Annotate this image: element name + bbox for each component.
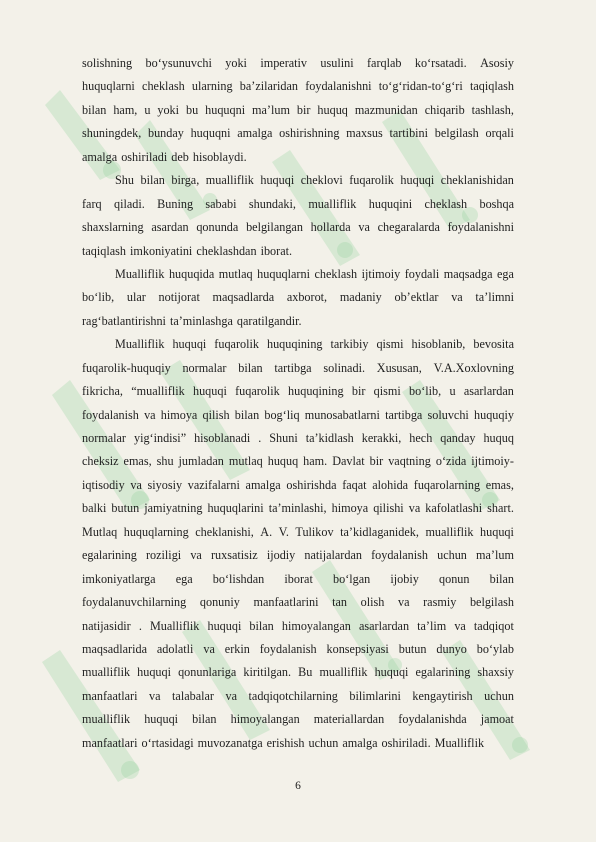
text-line: bo‘lib, ular notijorat maqsadlarda axborot, madaniy ob’ektlar va ta’limni (82, 290, 514, 305)
text-line: imkoniyatlarga ega bo‘lishdan iborat bo‘lgan ijobiy qonun bilan (82, 571, 514, 586)
watermark-dot (121, 761, 139, 779)
text-line: farq qiladi. Buning sababi shundaki, mualliflik huquqini cheklash boshqa (82, 196, 514, 211)
watermark-dot (512, 737, 528, 753)
text-line: egalarining roziligi va ruxsatisiz ijodiy natijalardan foydalanish uchun ma’lum (82, 548, 514, 563)
text-line: huquqlarni cheklash ularning ba’zilaridan foydalanishni to‘g‘ridan-to‘g‘ri taqiqlash (82, 79, 514, 94)
text-line: rag‘batlantirishni ta’minlashga qaratilgandir. (82, 313, 302, 328)
paragraph (82, 263, 514, 333)
text-line: Mutlaq huquqlarning cheklanishi, A. V. Tulikov ta’kidlaganidek, mualliflik huquqi (82, 524, 514, 539)
text-line: manfaatlari va talabalar va tadqiqotchilarning bilimlarini kengaytirish uchun (82, 688, 514, 703)
text-line: fikricha, “mualliflik huquqi fuqarolik huquqining bir qismi bo‘lib, u asarlardan (82, 384, 514, 399)
text-line: maqsadlarida adolatli va erkin foydalanish konsepsiyasi butun dunyo bo‘ylab (82, 641, 514, 656)
page-number: 6 (295, 780, 301, 792)
text-line: Mualliflik huquqida mutlaq huquqlarni cheklash ijtimoiy foydali maqsadga ega (115, 266, 514, 281)
text-line: mualliflik huquqi qonunlariga kiritilgan. Bu mualliflik huquqi egalarining shaxsiy (82, 665, 514, 680)
paragraph (82, 169, 514, 263)
text-line: foydalanuvchilarning qonuniy manfaatlarini tan olish va rasmiy belgilash (82, 595, 514, 610)
text-line: bilan ham, u yoki bu huquqni ma’lum bir huquq mazmunidan chiqarib tashlash, (82, 102, 514, 117)
text-line: iqtisodiy va siyosiy vazifalarni amalga oshirishda faqat alohida fuqarolarning emas, (82, 477, 514, 492)
text-line: shuningdek, bunday huquqni amalga oshirishning maxsus tartibini belgilash orqali (82, 126, 514, 141)
text-line: foydalanish va himoya qilish bilan bog‘liq munosabatlarni tartibga soluvchi huquqiy (82, 407, 514, 422)
text-line: mualliflik huquqi bilan himoyalangan materiallardan foydalanishda jamoat (82, 712, 514, 727)
document-body (82, 52, 514, 755)
text-line: normalar yig‘indisi” hisoblanadi . Shuni ta’kidlash kerakki, hech qanday huquq (82, 431, 514, 445)
text-line: Shu bilan birga, mualliflik huquqi cheklovi fuqarolik huquqi cheklanishidan (115, 173, 514, 188)
text-line: taqiqlash imkoniyatini cheklashdan iborat. (82, 243, 293, 258)
text-line: Mualliflik huquqi fuqarolik huquqining tarkibiy qismi hisoblanib, bevosita (115, 337, 514, 352)
text-line: balki butun jamiyatning huquqlarini ta’minlashi, himoya qilishi va kafolatlashi shart. (82, 501, 514, 516)
text-line: natijasidir . Mualliflik huquqi bilan himoyalangan asarlardan ta’lim va tadqiqot (82, 618, 514, 633)
text-line: amalga oshiriladi deb hisoblaydi. (82, 149, 247, 164)
text-line: solishning bo‘ysunuvchi yoki imperativ usulini farqlab ko‘rsatadi. Asosiy (82, 56, 514, 70)
text-line: manfaatlari o‘rtasidagi muvozanatga erishish uchun amalga oshiriladi. Mualliflik (82, 735, 485, 750)
paragraph (82, 333, 514, 755)
paragraph (82, 52, 514, 169)
text-line: cheksiz emas, shu jumladan mutlaq huquq ham. Davlat bir vaqtning o‘zida ijtimoiy- (82, 454, 514, 469)
text-line: shaxslarning asardan qonunda belgilangan hollarda va chegaralarda foydalanishni (82, 220, 514, 235)
text-line: fuqarolik-huquqiy normalar bilan tartibga solinadi. Xususan, V.A.Xoxlovning (82, 360, 514, 375)
